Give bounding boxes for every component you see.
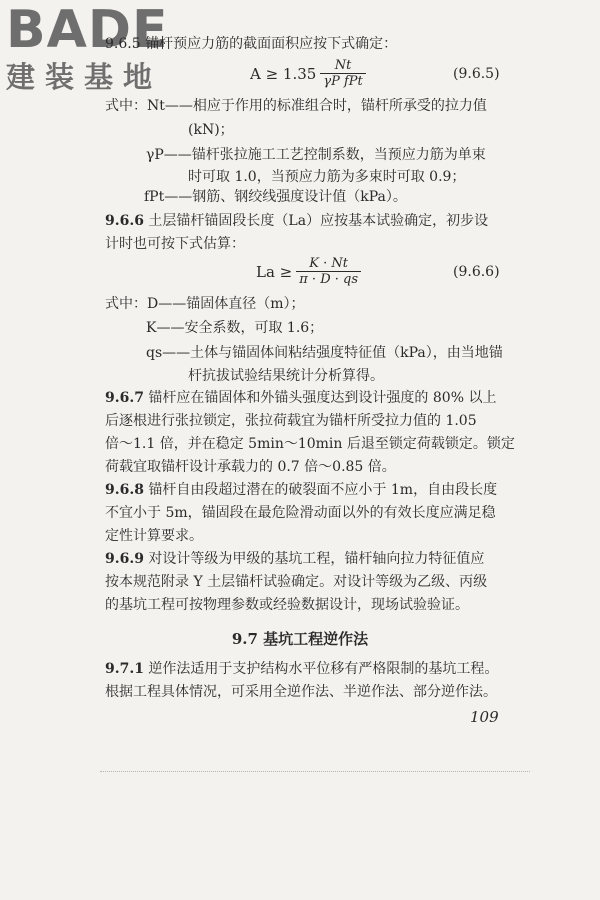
clause-text-line: 定性计算要求。 <box>105 528 203 544</box>
clause-number: 9.6.7 <box>105 390 144 406</box>
formula-9-6-6 <box>256 256 365 287</box>
where-line: qs——土体与锚固体间粘结强度特征值（kPa），由当地锚 <box>146 345 503 361</box>
where-line: 时可取 1.0，当预应力筋为多束时可取 0.9； <box>188 169 466 185</box>
clause-text-line: 的基坑工程可按物理参数或经验数据设计，现场试验验证。 <box>105 597 469 613</box>
where-line: 式中：D——锚固体直径（m）； <box>105 296 305 312</box>
fraction-denominator: γP fPt <box>320 73 365 89</box>
where-line: (kN)； <box>188 122 234 138</box>
clause-9-6-5: 9.6.5 锚杆预应力筋的截面面积应按下式确定： <box>105 36 398 52</box>
clause-number: 9.6.8 <box>105 482 144 498</box>
equation-number: (9.6.6) <box>453 264 500 280</box>
clause-text: 对设计等级为甲级的基坑工程，锚杆轴向拉力特征值应 <box>143 551 485 567</box>
clause-9-6-7 <box>105 388 496 408</box>
where-line: γP——锚杆张拉施工工艺控制系数，当预应力筋为单束 <box>146 147 486 163</box>
clause-text-line: 计时也可按下式估算： <box>105 236 245 252</box>
formula-fraction <box>320 58 365 89</box>
clause-text: 锚杆自由段超过潜在的破裂面不应小于 1m，自由段长度 <box>143 482 498 498</box>
clause-text: 锚杆应在锚固体和外锚头强度达到设计强度的 80% 以上 <box>143 390 497 406</box>
where-line: 杆抗拔试验结果统计分析算得。 <box>188 368 384 384</box>
where-line: fPt——钢筋、钢绞线强度设计值（kPa）。 <box>144 189 407 205</box>
clause-number: 9.7.1 <box>105 661 144 677</box>
where-line: K——安全系数，可取 1.6； <box>146 320 324 336</box>
clause-text-line: 按本规范附录 Y 土层锚杆试验确定。对设计等级为乙级、丙级 <box>105 574 488 590</box>
formula-lhs: La ≥ <box>256 262 293 281</box>
clause-text-line: 后逐根进行张拉锁定，张拉荷载宜为锚杆所受拉力值的 1.05 <box>105 413 477 429</box>
clause-number: 9.6.6 <box>105 213 144 229</box>
clause-text-line: 荷载宜取锚杆设计承载力的 0.7 倍～0.85 倍。 <box>105 459 396 475</box>
clause-text-line: 根据工程具体情况，可采用全逆作法、半逆作法、部分逆作法。 <box>105 684 497 700</box>
clause-9-7-1 <box>105 659 498 679</box>
where-line: 式中：Nt——相应于作用的标准组合时，锚杆所承受的拉力值 <box>105 98 487 114</box>
equation-number: (9.6.5) <box>453 66 500 82</box>
page-edge-line <box>100 771 530 772</box>
formula-9-6-5 <box>250 58 370 89</box>
clause-text: 逆作法适用于支护结构水平位移有严格限制的基坑工程。 <box>143 661 499 677</box>
fraction-denominator: π · D · qs <box>296 271 361 287</box>
clause-9-6-9 <box>105 549 484 569</box>
formula-lhs: A ≥ 1.35 <box>250 64 317 83</box>
clause-text-line: 不宜小于 5m，锚固段在最危险滑动面以外的有效长度应满足稳 <box>105 505 496 521</box>
fraction-numerator: Nt <box>334 58 352 73</box>
clause-9-6-8 <box>105 480 497 500</box>
clause-9-6-6 <box>105 211 488 231</box>
logo-text-en: BADE <box>6 0 169 60</box>
clause-text: 土层锚杆锚固段长度（La）应按基本试验确定，初步设 <box>143 213 489 229</box>
logo-text-cn: 建装基地 <box>6 60 163 94</box>
clause-text-line: 倍～1.1 倍，并在稳定 5min～10min 后退至锁定荷载锁定。锁定 <box>105 436 515 452</box>
clause-number: 9.6.9 <box>105 551 144 567</box>
section-heading: 9.7 基坑工程逆作法 <box>231 630 369 648</box>
formula-fraction <box>296 256 361 287</box>
fraction-numerator: K · Nt <box>309 256 348 271</box>
page-number: 109 <box>470 708 499 726</box>
